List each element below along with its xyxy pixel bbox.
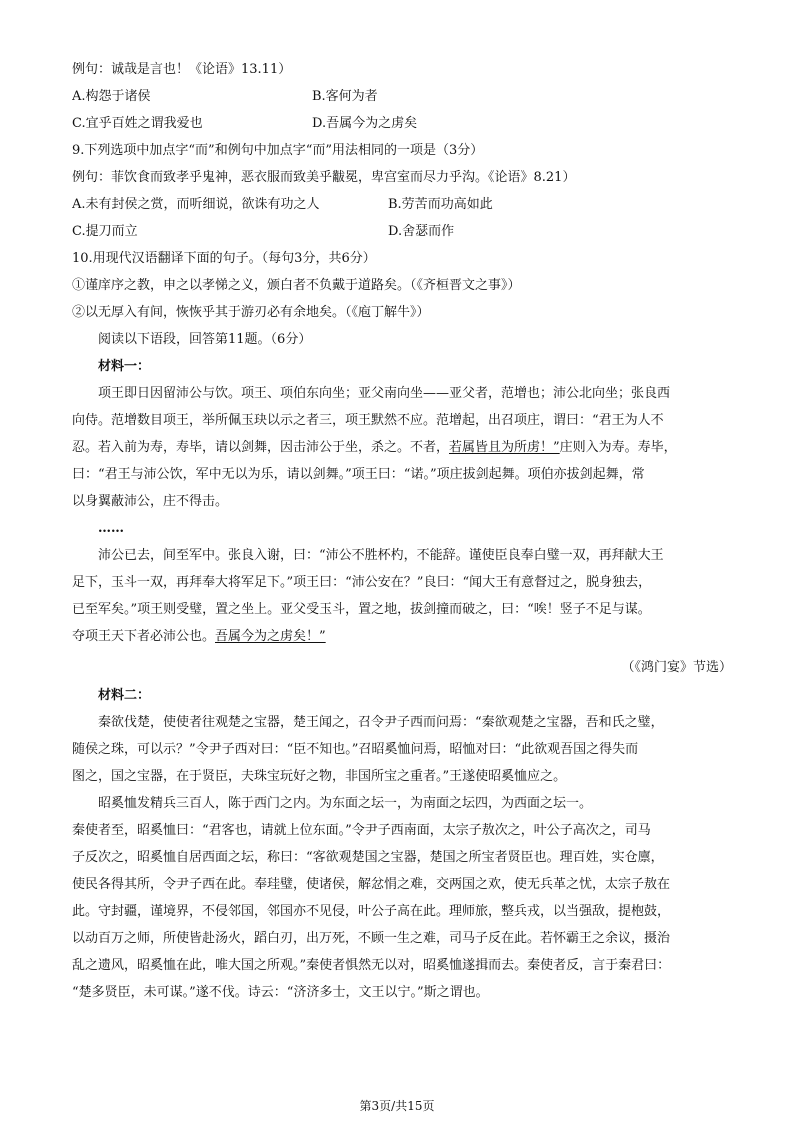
q11-intro: 阅读以下语段，回答第11题。（6分） <box>98 332 312 347</box>
material-2-line: 使民各得其所，令尹子西在此。奉珪璧，使诸侯，解忿悁之难，交两国之欢，使无兵革之忧，太宗子敖在 <box>72 877 671 892</box>
material-1-line: 项王即日因留沛公与饮。项王、项伯东向坐；亚父南向坐——亚父者，范增也；沛公北向坐；张良西 <box>98 386 671 401</box>
material-1-line <box>72 438 732 458</box>
material-1-text: 夺项王天下者必沛公也。 <box>72 629 216 644</box>
q9-option-c-pre: C.提刀 <box>72 224 112 239</box>
q9-option-b-dotted-char: 而 <box>428 195 441 215</box>
q9-option-b-post: 功高如此 <box>440 197 493 212</box>
material-1-title: 材料一： <box>98 359 151 374</box>
q10-stem: 10.用现代汉语翻译下面的句子。（每句3分，共6分） <box>72 251 376 266</box>
q10-sentence-2: ②以无厚入有间，恢恢乎其于游刃必有余地矣。（《庖丁解牛》） <box>72 305 430 320</box>
q8-option-d: D.吾属今为之虏矣 <box>312 116 418 131</box>
q9-stem: 9.下列选项中加点字“而”和例句中加点字“而”用法相同的一项是（3分） <box>72 143 484 158</box>
q9-example: 例句：菲饮食而致孝乎鬼神，恶衣服而致美乎黻冕，卑宫室而尽力乎沟。《论语》8.21） <box>72 170 576 185</box>
material-1-text: 忍。若入前为寿，寿毕，请以剑舞，因击沛公于坐，杀之。不者， <box>72 440 450 455</box>
q9-option-a-dotted-char: 而 <box>177 195 190 215</box>
q8-example: 例句：诚哉是言也！《论语》13.11） <box>72 62 292 77</box>
material-1-line <box>72 627 732 647</box>
page-number: 第3页/共15页 <box>359 1099 435 1113</box>
material-1-line: 足下，玉斗一双，再拜奉大将军足下。”项王曰：“沛公安在？”良曰：“闻大王有意督过之，脱身独去， <box>72 575 652 590</box>
q9-option-d-post: 作 <box>441 224 455 239</box>
q8-option-b: B.客何为者 <box>312 89 378 104</box>
material-1-line: 已至军矣。”项王则受璧，置之坐上。亚父受玉斗，置之地，拔剑撞而破之，曰：“唉！竖子不足与谋。 <box>72 602 651 617</box>
material-2-line: 秦欲伐楚，使使者往观楚之宝器，楚王闻之，召令尹子西而问焉：“秦欲观楚之宝器，吾和氏之璧， <box>98 715 664 730</box>
q8-option-a: A.构怨于诸侯 <box>72 89 151 104</box>
material-2-line: 此。守封疆，谨境界，不侵邻国，邻国亦不见侵，叶公子高在此。理师旅，整兵戎，以当强敌，提枹鼓， <box>72 904 671 919</box>
q9-option-c-post: 立 <box>124 224 138 239</box>
q9-option-a-post: 听细说，欲诛有功之人 <box>189 197 320 212</box>
material-1-text: 庄则入为寿。寿毕， <box>559 440 677 455</box>
material-1-line: 沛公已去，间至军中。张良入谢，曰：“沛公不胜杯杓，不能辞。谨使臣良奉白璧一双，再拜献大王 <box>98 548 664 563</box>
material-2-line: 图之，国之宝器，在于贤臣，夫珠宝玩好之物，非国所宝之重者。”王遂使昭奚恤应之。 <box>72 769 567 784</box>
q9-option-d-dotted-char: 而 <box>428 222 441 242</box>
material-2-line: 昭奚恤发精兵三百人，陈于西门之内。为东面之坛一，为南面之坛四，为西面之坛一。 <box>98 796 593 811</box>
material-2-title: 材料二： <box>98 688 151 703</box>
q9-option-d <box>388 222 708 242</box>
material-1-line: 曰：“君王与沛公饮，军中无以为乐，请以剑舞。”项王曰：“诺。”项庄拔剑起舞。项伯亦拔剑起舞，常 <box>72 467 645 482</box>
material-2-line: 秦使者至，昭奚恤曰：“君客也，请就上位东面。”令尹子西南面，太宗子敖次之，叶公子高次之，司马 <box>72 823 651 838</box>
q9-option-b <box>388 195 708 215</box>
q9-option-a-pre: A.未有封侯之赏， <box>72 197 177 212</box>
material-2-line: “楚多贤臣，未可谋。”遂不伐。诗云：“济济多士，文王以宁。”斯之谓也。 <box>72 985 489 1000</box>
underlined-sentence: 若属皆且为所虏！” <box>449 440 560 455</box>
underlined-sentence: 吾属今为之虏矣！” <box>215 629 326 644</box>
material-1-line: 向侍。范增数目项王，举所佩玉玦以示之者三，项王默然不应。范增起，出召项庄，谓曰：“君王为人不 <box>72 413 664 428</box>
q8-option-c: C.宜乎百姓之谓我爱也 <box>72 116 203 131</box>
material-1-line: 以身翼蔽沛公，庄不得击。 <box>72 494 229 509</box>
q10-sentence-1: ①谨庠序之教，申之以孝悌之义，颁白者不负戴于道路矣。（《齐桓晋文之事》） <box>72 278 521 293</box>
ellipsis: …… <box>98 521 124 536</box>
q9-option-c-dotted-char: 而 <box>112 222 125 242</box>
q9-option-b-pre: B.劳苦 <box>388 197 428 212</box>
material-2-line: 随侯之珠，可以示？”令尹子西对曰：“臣不知也。”召昭奚恤问焉，昭恤对曰：“此欲观吾国之得失而 <box>72 742 639 757</box>
material-2-line: 乱之遗风，昭奚恤在此，唯大国之所观。”秦使者惧然无以对，昭奚恤遂揖而去。秦使者反，言于秦君曰： <box>72 958 671 973</box>
material-2-line: 以动百万之师，所使皆赴汤火，蹈白刃，出万死，不顾一生之难，司马子反在此。若怀霸王之余议，摄治 <box>72 931 671 946</box>
material-1-source: （《鸿门宴》节选） <box>621 660 732 675</box>
q9-option-d-pre: D.舍瑟 <box>388 224 429 239</box>
material-2-line: 子反次之，昭奚恤自居西面之坛，称曰：“客欲观楚国之宝器，楚国之所宝者贤臣也。理百姓，实仓廪， <box>72 850 664 865</box>
